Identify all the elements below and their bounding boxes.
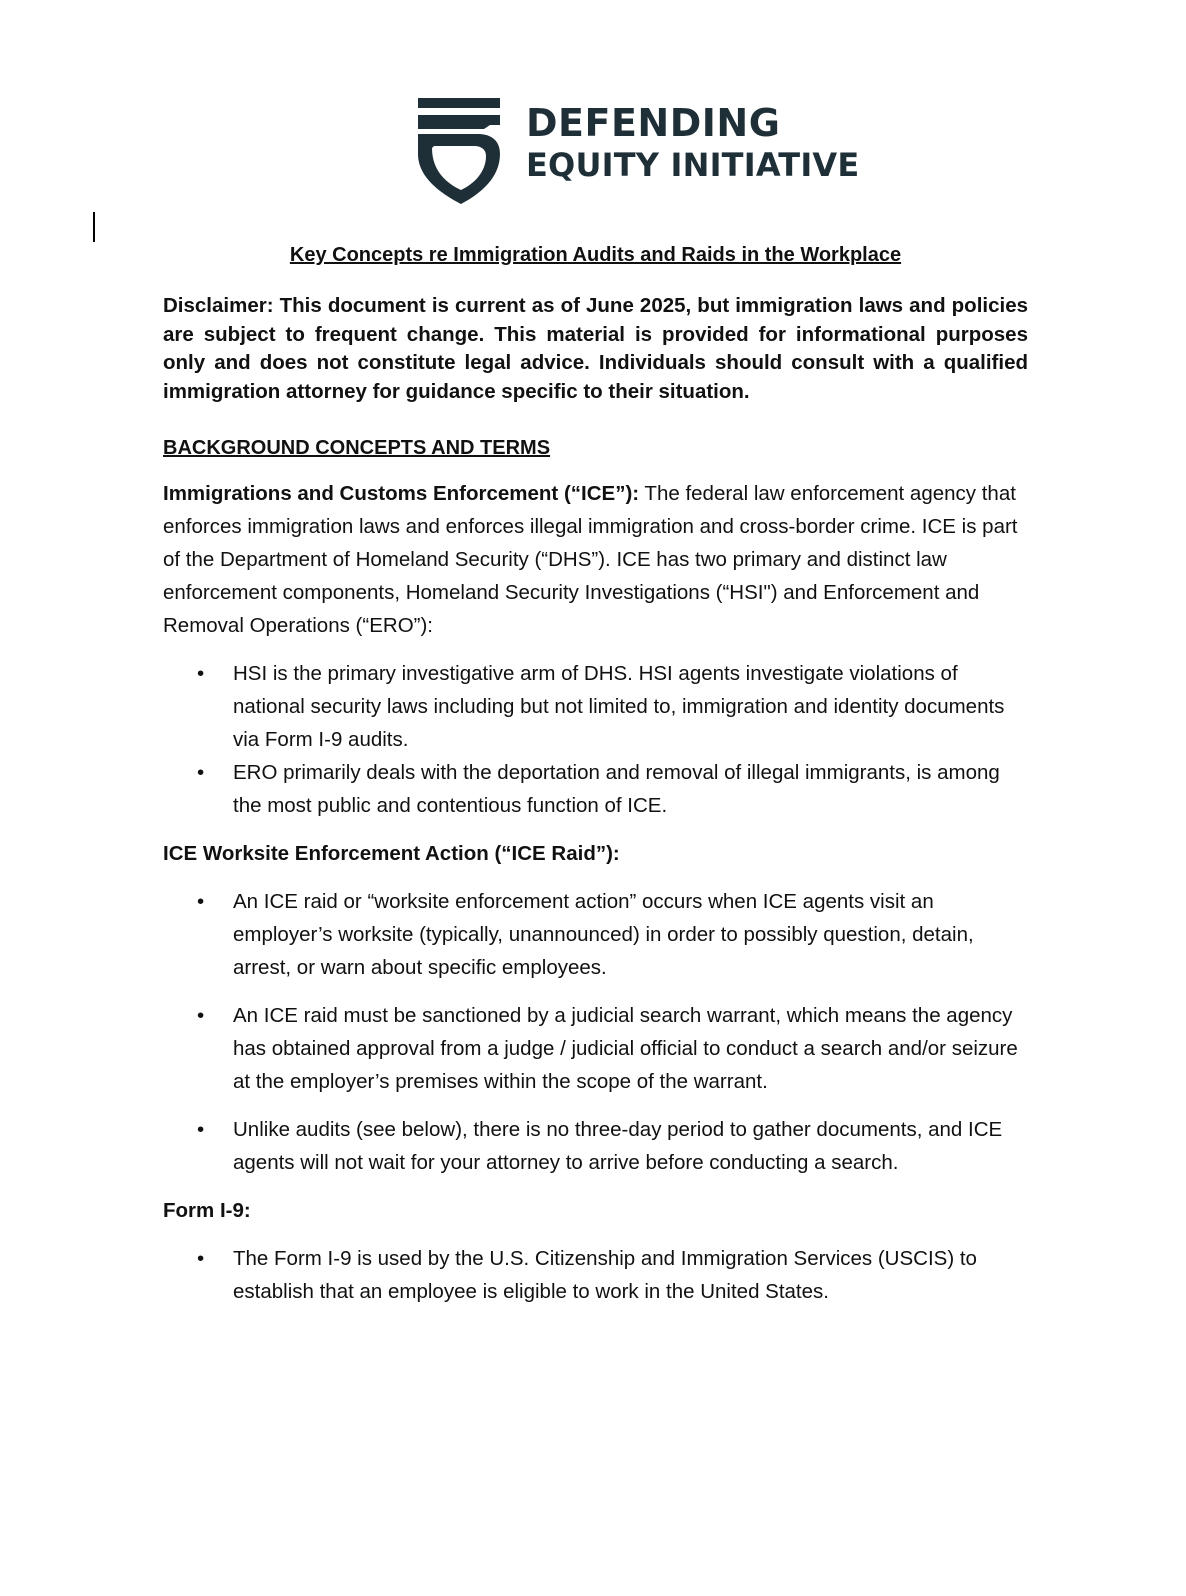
form-i9-term: Form I-9: [163, 1199, 251, 1222]
shield-icon [418, 98, 504, 206]
ice-bullet-list [163, 657, 1028, 822]
logo-text-line2: EQUITY INITIATIVE [526, 146, 860, 184]
document-title: Key Concepts re Immigration Audits and Raids in the Workplace [289, 244, 902, 266]
list-item: • ERO primarily deals with the deportation and removal of illegal immigrants, is among the most public and contentious function of ICE. [163, 756, 1028, 822]
text-cursor [93, 212, 95, 242]
logo-text-line1: DEFENDING [526, 101, 781, 145]
ice-term: Immigrations and Customs Enforcement (“ICE”): [163, 482, 640, 505]
ice-definition [163, 477, 1028, 642]
list-item: • The Form I-9 is used by the U.S. Citizenship and Immigration Services (USCIS) to establish that an employee is eligible to work in the United States. [163, 1242, 1028, 1308]
raid-bullet-list [163, 885, 1028, 1179]
form-i9-bullet-list [163, 1242, 1028, 1308]
list-item: • An ICE raid or “worksite enforcement action” occurs when ICE agents visit an employer’s worksite (typically, unannounced) in order to possibly question, detain, arrest, or warn about specific employees. [163, 885, 1028, 984]
disclaimer: Disclaimer: This document is current as of June 2025, but immigration laws and policies are subject to frequent change. This material is provided for informational purposes only and does not constitute legal advice. Individuals should consult with a qualified immigration attorney for guidance specific to their situation. [163, 294, 1028, 403]
list-item: • An ICE raid must be sanctioned by a judicial search warrant, which means the agency has obtained approval from a judge / judicial official to conduct a search and/or seizure at the employer’s premises within the scope of the warrant. [163, 999, 1028, 1098]
list-item: • HSI is the primary investigative arm of DHS. HSI agents investigate violations of national security laws including but not limited to, immigration and identity documents via Form I-9 audits. [163, 657, 1028, 756]
list-item: • Unlike audits (see below), there is no three-day period to gather documents, and ICE agents will not wait for your attorney to arrive before conducting a search. [163, 1113, 1028, 1179]
ice-text: The federal law enforcement agency that enforces immigration laws and enforces illegal immigration and cross-border crime. ICE is part of the Department of Homeland Security (“DHS”). ICE has two primary and distinct law enforcement components, Homeland Security Investigations (“HSI") and Enforcement and Removal Operations (“ERO”): [163, 482, 1018, 637]
raid-term: ICE Worksite Enforcement Action (“ICE Raid”): [163, 842, 620, 865]
document-body [163, 240, 1028, 1323]
logo [418, 98, 858, 208]
section-heading: BACKGROUND CONCEPTS AND TERMS [163, 437, 551, 459]
